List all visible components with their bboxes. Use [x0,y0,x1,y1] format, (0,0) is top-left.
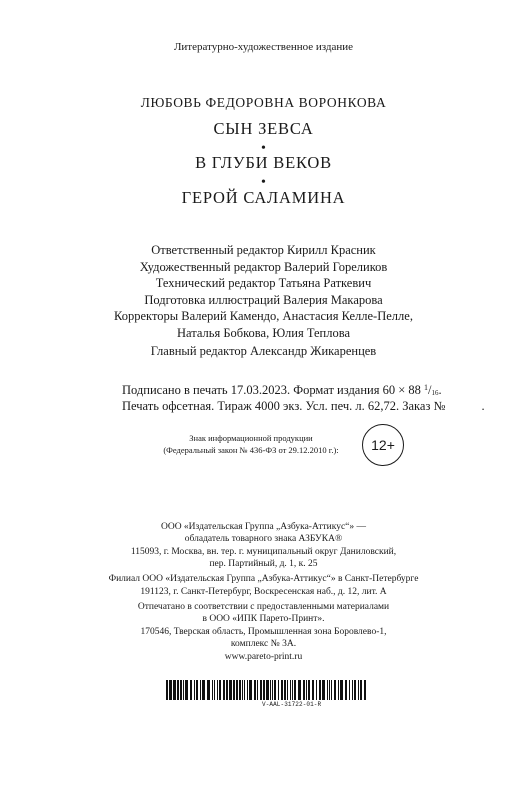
barcode-bar [292,680,293,700]
barcode-bar [352,680,353,700]
book-title-2: В ГЛУБИ ВЕКОВ [195,153,332,172]
barcode-bar [173,680,176,700]
author-name: ЛЮБОВЬ ФЕДОРОВНА ВОРОНКОВА [140,95,387,110]
branch-line: Филиал ООО «Издательская Группа „Азбука-Аттикус“» в Санкт-Петербурге [108,574,419,584]
credit-line: Наталья Бобкова, Юлия Теплова [176,325,350,340]
barcode-bar [354,680,356,700]
info-sign-text [146,432,356,456]
barcode-bar [298,680,301,700]
barcode-bar [319,680,321,700]
publisher-line: обладатель товарного знака АЗБУКА® [184,534,343,544]
branch-line: 191123, г. Санкт-Петербург, Воскресенская наб., д. 12, лит. А [140,587,387,597]
barcode-bar [254,680,256,700]
publisher-line: ООО «Издательская Группа „Азбука-Аттикус“» — [160,522,367,532]
barcode-bar [249,680,252,700]
barcode-bar [223,680,225,700]
barcode-bar [284,680,286,700]
barcode-bar [180,680,182,700]
barcode-bar [272,680,273,700]
barcode-bar [331,680,332,700]
barcode-bar [185,680,188,700]
print-info-line-1 [122,383,442,398]
publisher-line: пер. Партийный, д. 1, к. 25 [209,559,318,569]
barcode-bar [340,680,343,700]
barcode-bar [263,680,265,700]
edition-type: Литературно-художественное издание [173,41,354,53]
barcode-bar [349,680,350,700]
barcode [166,680,368,708]
barcode-bar [270,680,271,700]
barcode-bar [308,680,310,700]
title-separator-2: • [261,175,266,190]
barcode-bar [202,680,205,700]
format-numerator: 1 [424,383,429,392]
barcode-bar [260,680,262,700]
credit-line: Корректоры Валерий Камендо, Анастасия Келле-Пелле, [114,309,413,323]
print-info-suffix: . [481,399,485,413]
print-info-suffix: . [438,383,442,397]
credits-block [0,242,527,341]
barcode-bar [212,680,213,700]
book-title-1: СЫН ЗЕВСА [213,119,314,138]
barcode-bar [334,680,336,700]
printer-line: 170546, Тверская область, Промышленная зона Боровлево-1, [140,627,387,637]
barcode-bar [190,680,192,700]
printer-line: в ООО «ИПК Парето-Принт». [202,614,325,624]
barcode-bar [169,680,172,700]
barcode-bar [322,680,325,700]
barcode-bar [239,680,241,700]
chief-editor: Главный редактор Александр Жикаренцев [150,344,377,358]
barcode-bar [183,680,184,700]
print-info-text: Печать офсетная. Тираж 4000 экз. Усл. печ. л. 62,72. Заказ № [122,399,446,413]
barcode-bar [229,680,232,700]
barcode-bar [219,680,221,700]
barcode-bar [345,680,347,700]
barcode-bar [281,680,283,700]
info-sign-line-1: Знак информационной продукции [189,433,313,443]
barcode-bar [236,680,238,700]
barcode-bar [166,680,168,700]
book-title-3: ГЕРОЙ САЛАМИНА [181,188,346,207]
credit-line: Художественный редактор Валерий Гореликов [139,259,388,274]
barcode-bar [177,680,179,700]
barcode-bar [242,680,243,700]
barcode-bar [214,680,215,700]
printer-website: www.pareto-print.ru [224,652,303,662]
title-separator-1: • [261,141,266,156]
barcode-bar [247,680,248,700]
barcode-bar [257,680,258,700]
credit-line: Технический редактор Татьяна Раткевич [155,276,372,290]
barcode-bar [360,680,362,700]
barcode-bar [244,680,245,700]
age-rating-badge: 12+ [362,424,404,466]
barcode-bar [329,680,330,700]
barcode-bar [306,680,307,700]
barcode-bar [327,680,328,700]
barcode-bar [303,680,305,700]
barcode-bar [226,680,228,700]
credit-line: Ответственный редактор Кирилл Красник [151,243,376,257]
barcode-bar [316,680,317,700]
barcode-bar [207,680,210,700]
barcode-bar [233,680,235,700]
barcode-bar [364,680,366,700]
barcode-bar [312,680,314,700]
barcode-bar [274,680,276,700]
format-slash: / [428,383,432,397]
format-denominator: 16 [431,389,439,397]
print-info-text: Подписано в печать 17.03.2023. Формат издания 60 × 88 [122,383,425,397]
barcode-bar [294,680,296,700]
printer-line: комплекс № 3А. [230,639,297,649]
barcode-bar [196,680,198,700]
barcode-bar [290,680,291,700]
info-sign-line-2: (Федеральный закон № 436-ФЗ от 29.12.2010 г.): [163,445,339,455]
barcode-bar [287,680,288,700]
barcode-bar [278,680,279,700]
barcode-bar [338,680,339,700]
barcode-bars [166,680,368,700]
barcode-text: V-AAL-31722-01-R [262,701,322,708]
barcode-bar [200,680,201,700]
publisher-line: 115093, г. Москва, вн. тер. г. муниципальный округ Даниловский, [130,547,397,557]
barcode-bar [217,680,218,700]
printer-line: Отпечатано в соответствии с предоставленными материалами [137,602,390,612]
barcode-bar [266,680,269,700]
credit-line: Подготовка иллюстраций Валерия Макарова [144,292,383,307]
barcode-bar [194,680,195,700]
barcode-bar [358,680,359,700]
print-info-line-2 [122,399,485,414]
